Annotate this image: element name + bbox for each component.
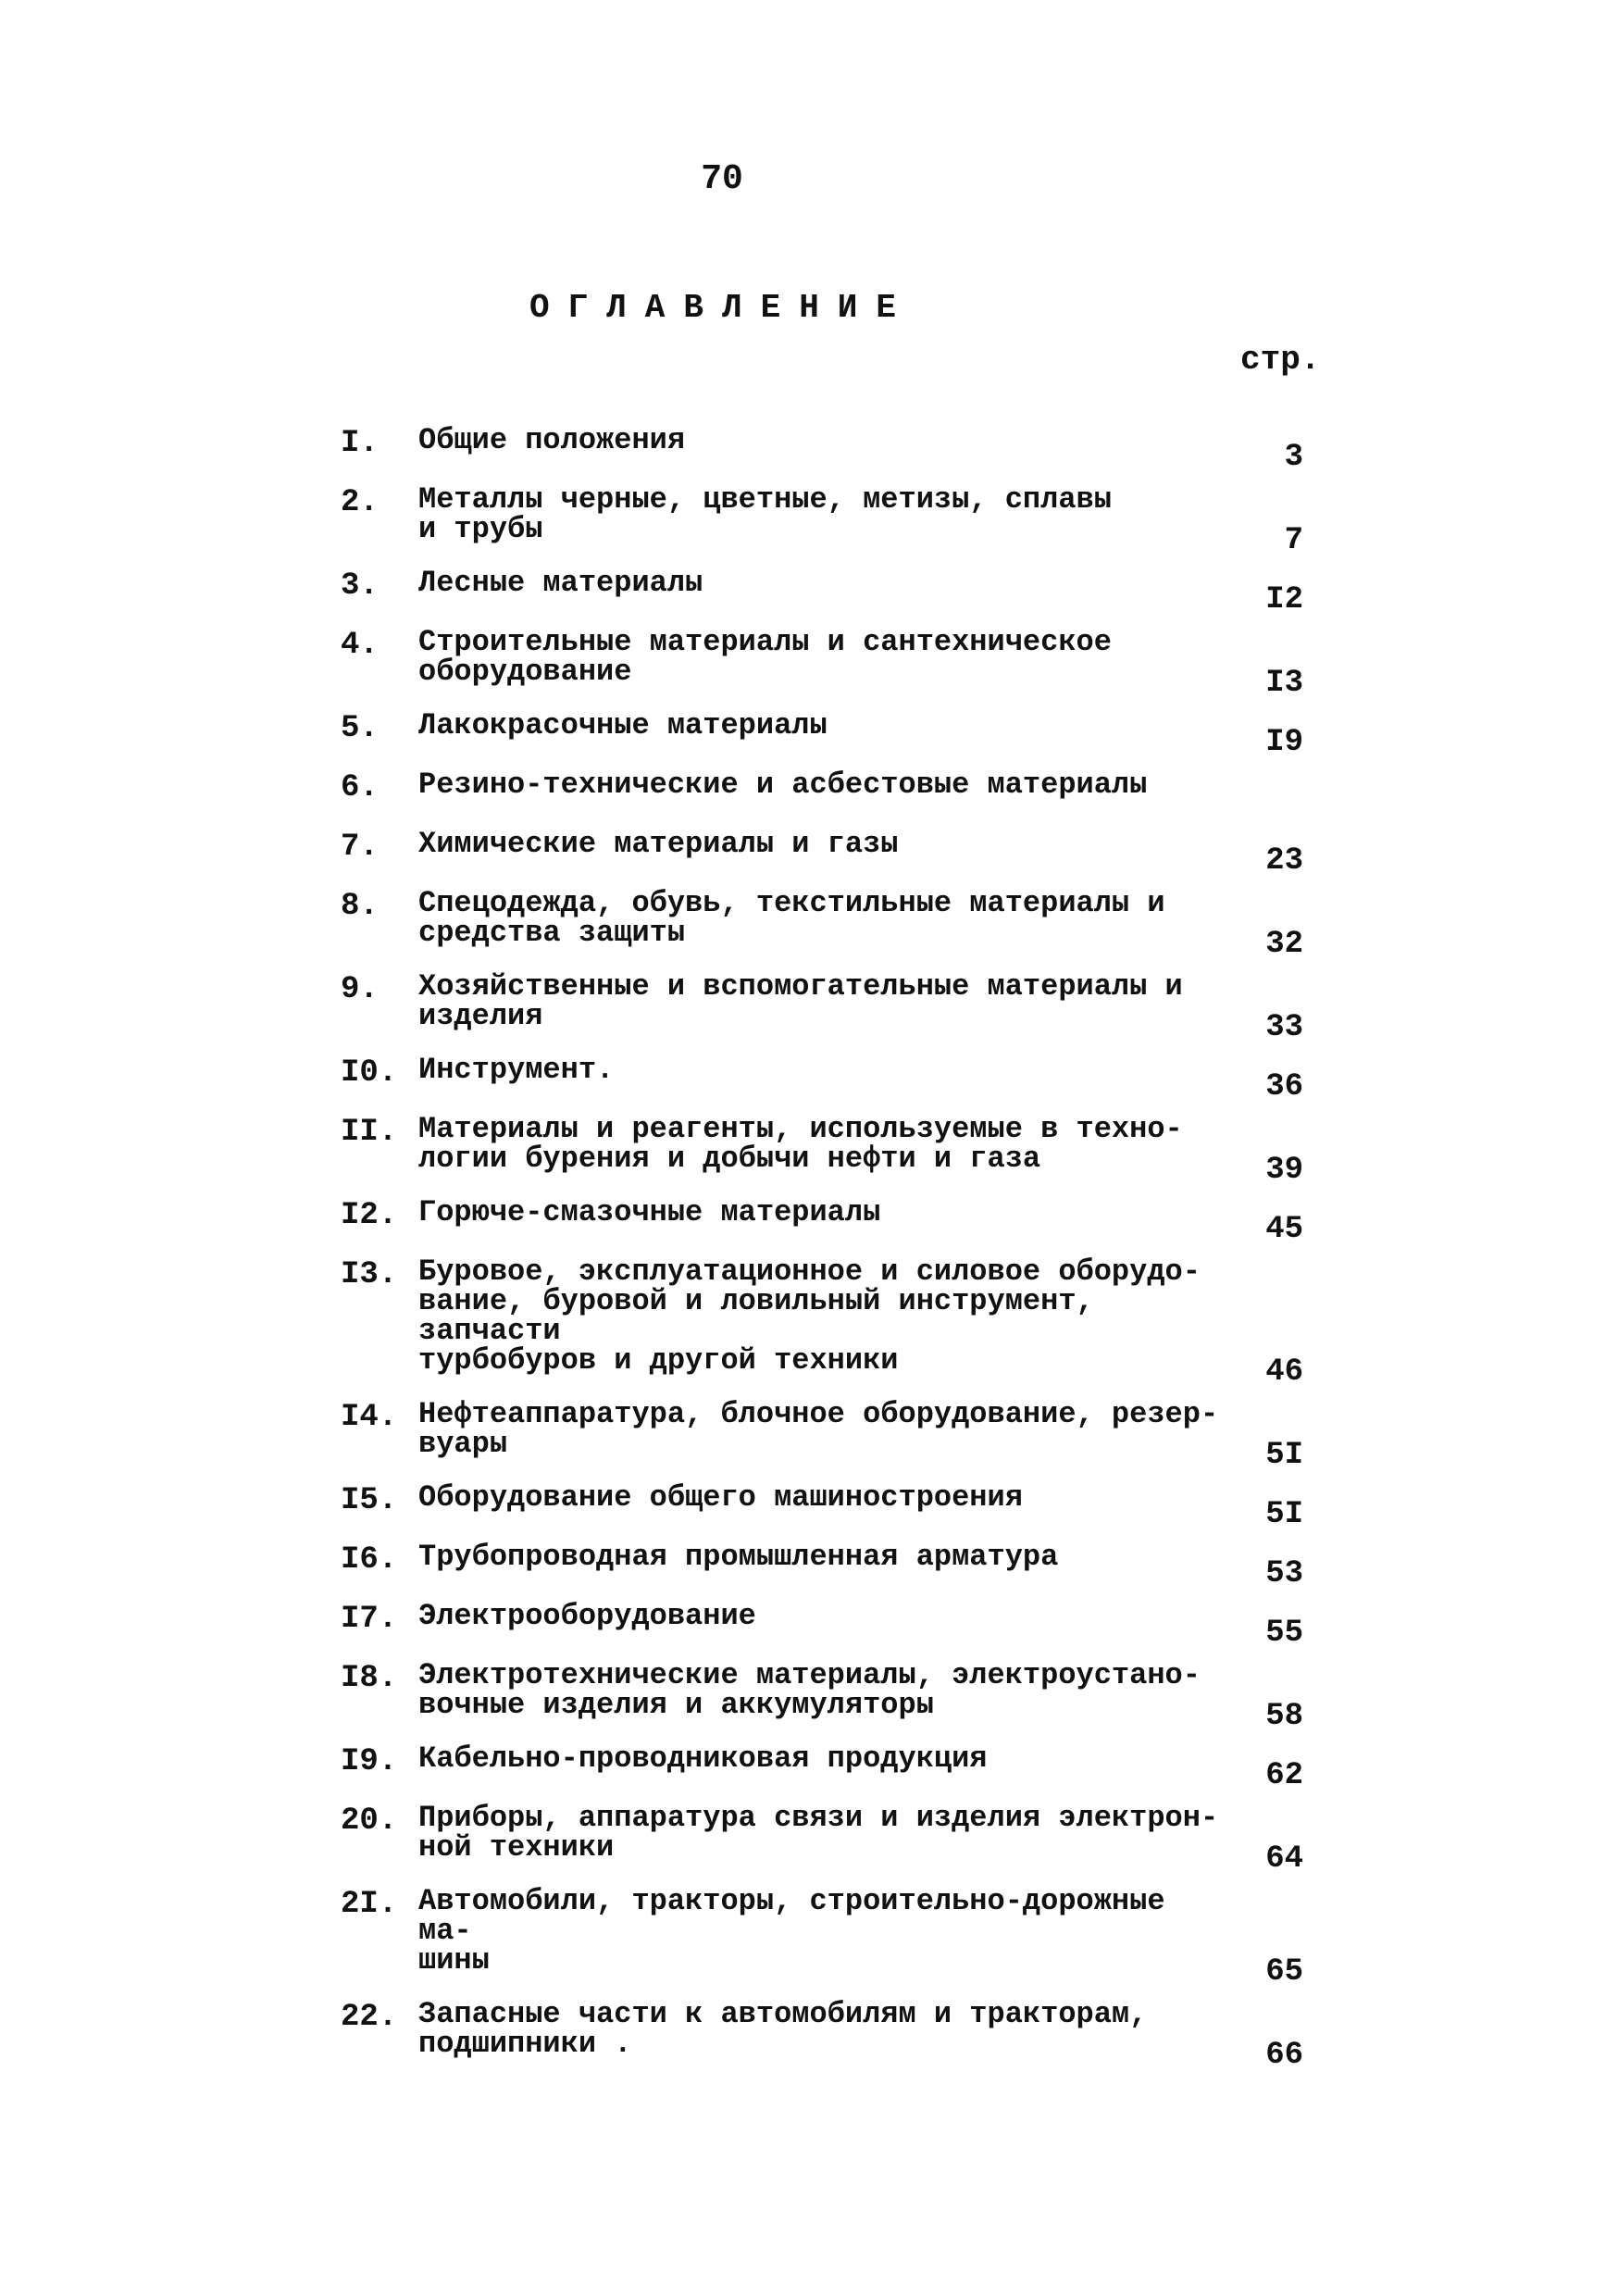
toc-entry-title: Нефтеаппаратура, блочное оборудование, резер- вуары: [418, 1397, 1219, 1461]
toc-entry-title: Запасные части к автомобилям и тракторам, подшипники .: [418, 1997, 1148, 2061]
toc-entry: [341, 767, 1303, 805]
toc-entry-page: 5I: [1265, 1497, 1303, 1532]
toc-entry-number: I2.: [341, 1198, 398, 1233]
toc-entry: [341, 1599, 1303, 1651]
toc-entry-title: Трубопроводная промышленная арматура: [418, 1540, 1059, 1574]
toc-entry-number: I4.: [341, 1400, 398, 1435]
toc-entry-page: 32: [1265, 927, 1303, 962]
toc-entry: [341, 482, 1303, 558]
toc-entry: [341, 1884, 1303, 1990]
toc-entry-title: Химические материалы и газы: [418, 827, 899, 861]
toc-entry: [341, 1053, 1303, 1104]
toc-entry-page: I2: [1265, 582, 1303, 618]
toc-entry-title: Буровое, эксплуатационное и силовое оборудо- вание, буровой и ловильный инструмент, запчасти турбобуров и другой техники: [418, 1254, 1201, 1378]
toc-entry-title: Лесные материалы: [418, 566, 703, 600]
toc-entry-number: 6.: [341, 770, 379, 805]
table-of-contents: [341, 423, 1303, 2083]
toc-entry-number: 8.: [341, 889, 379, 924]
toc-entry-title: Электротехнические материалы, электроустано- вочные изделия и аккумуляторы: [418, 1658, 1201, 1722]
toc-entry-number: I9.: [341, 1744, 398, 1779]
toc-entry-title: Резино-технические и асбестовые материалы: [418, 767, 1148, 802]
toc-entry-number: I6.: [341, 1542, 398, 1578]
toc-entry-page: 65: [1265, 1954, 1303, 1990]
toc-entry-number: I8.: [341, 1661, 398, 1696]
toc-entry-number: I.: [341, 426, 379, 461]
toc-entry-title: Хозяйственные и вспомогательные материалы и изделия: [418, 969, 1183, 1033]
toc-entry-title: Металлы черные, цветные, метизы, сплавы и трубы: [418, 482, 1112, 546]
toc-entry-number: I7.: [341, 1602, 398, 1637]
toc-entry-title: Кабельно-проводниковая продукция: [418, 1741, 988, 1776]
toc-entry-page: 3: [1284, 440, 1303, 475]
toc-entry: [341, 969, 1303, 1045]
toc-entry-title: Оборудование общего машиностроения: [418, 1480, 1023, 1515]
toc-entry-page: 7: [1284, 523, 1303, 558]
toc-entry-page: 62: [1265, 1758, 1303, 1793]
toc-entry: [341, 1741, 1303, 1793]
toc-entry: [341, 1480, 1303, 1532]
toc-entry: [341, 1112, 1303, 1188]
toc-entry-number: I5.: [341, 1483, 398, 1518]
toc-entry-number: I3.: [341, 1257, 398, 1292]
toc-entry-number: 4.: [341, 628, 379, 663]
toc-entry: [341, 1658, 1303, 1734]
toc-entry-number: II.: [341, 1115, 398, 1150]
toc-entry-title: Лакокрасочные материалы: [418, 708, 828, 742]
toc-entry: [341, 1254, 1303, 1390]
toc-entry: [341, 1540, 1303, 1591]
toc-entry-number: 20.: [341, 1803, 398, 1839]
toc-entry-page: 64: [1265, 1841, 1303, 1877]
toc-entry-title: Материалы и реагенты, используемые в техно- логии бурения и добычи нефти и газа: [418, 1112, 1183, 1176]
toc-entry-number: 9.: [341, 972, 379, 1007]
toc-entry-number: 5.: [341, 711, 379, 746]
toc-entry-number: 2I.: [341, 1887, 398, 1922]
toc-entry: [341, 566, 1303, 618]
toc-entry-page: 5I: [1265, 1438, 1303, 1473]
toc-entry-title: Спецодежда, обувь, текстильные материалы и средства защиты: [418, 886, 1165, 950]
document-title: ОГЛАВЛЕНИЕ: [529, 289, 915, 327]
toc-entry: [341, 1195, 1303, 1247]
toc-entry-page: 66: [1265, 2038, 1303, 2073]
toc-entry-number: 22.: [341, 2000, 398, 2035]
toc-entry-page: I9: [1265, 725, 1303, 760]
toc-entry-page: 53: [1265, 1556, 1303, 1591]
toc-entry: [341, 827, 1303, 879]
page-column-label: стр.: [1240, 341, 1321, 379]
page-number: 70: [701, 159, 743, 199]
toc-entry: [341, 1801, 1303, 1877]
toc-entry-title: Строительные материалы и сантехническое оборудование: [418, 625, 1112, 689]
toc-entry: [341, 1397, 1303, 1473]
toc-entry-title: Автомобили, тракторы, строительно-дорожные ма- шины: [418, 1884, 1165, 1978]
toc-entry-page: I3: [1265, 666, 1303, 701]
toc-entry-title: Электрооборудование: [418, 1599, 756, 1633]
toc-entry: [341, 625, 1303, 701]
toc-entry-number: 2.: [341, 485, 379, 520]
toc-entry: [341, 708, 1303, 760]
toc-entry-page: 55: [1265, 1616, 1303, 1651]
toc-entry-number: I0.: [341, 1055, 398, 1091]
toc-entry: [341, 1997, 1303, 2073]
toc-entry-page: 23: [1265, 843, 1303, 879]
toc-entry-title: Приборы, аппаратура связи и изделия электрон- ной техники: [418, 1801, 1219, 1865]
toc-entry-number: 7.: [341, 830, 379, 865]
toc-entry: [341, 886, 1303, 962]
toc-entry-number: 3.: [341, 568, 379, 604]
toc-entry-page: 45: [1265, 1212, 1303, 1247]
toc-entry-page: 46: [1265, 1354, 1303, 1390]
toc-entry-page: 36: [1265, 1069, 1303, 1104]
toc-entry: [341, 423, 1303, 475]
toc-entry-page: 33: [1265, 1010, 1303, 1045]
toc-entry-title: Горюче-смазочные материалы: [418, 1195, 881, 1229]
toc-entry-page: 58: [1265, 1699, 1303, 1734]
toc-entry-title: Общие положения: [418, 423, 686, 457]
toc-entry-page: 39: [1265, 1153, 1303, 1188]
toc-entry-title: Инструмент.: [418, 1053, 615, 1087]
